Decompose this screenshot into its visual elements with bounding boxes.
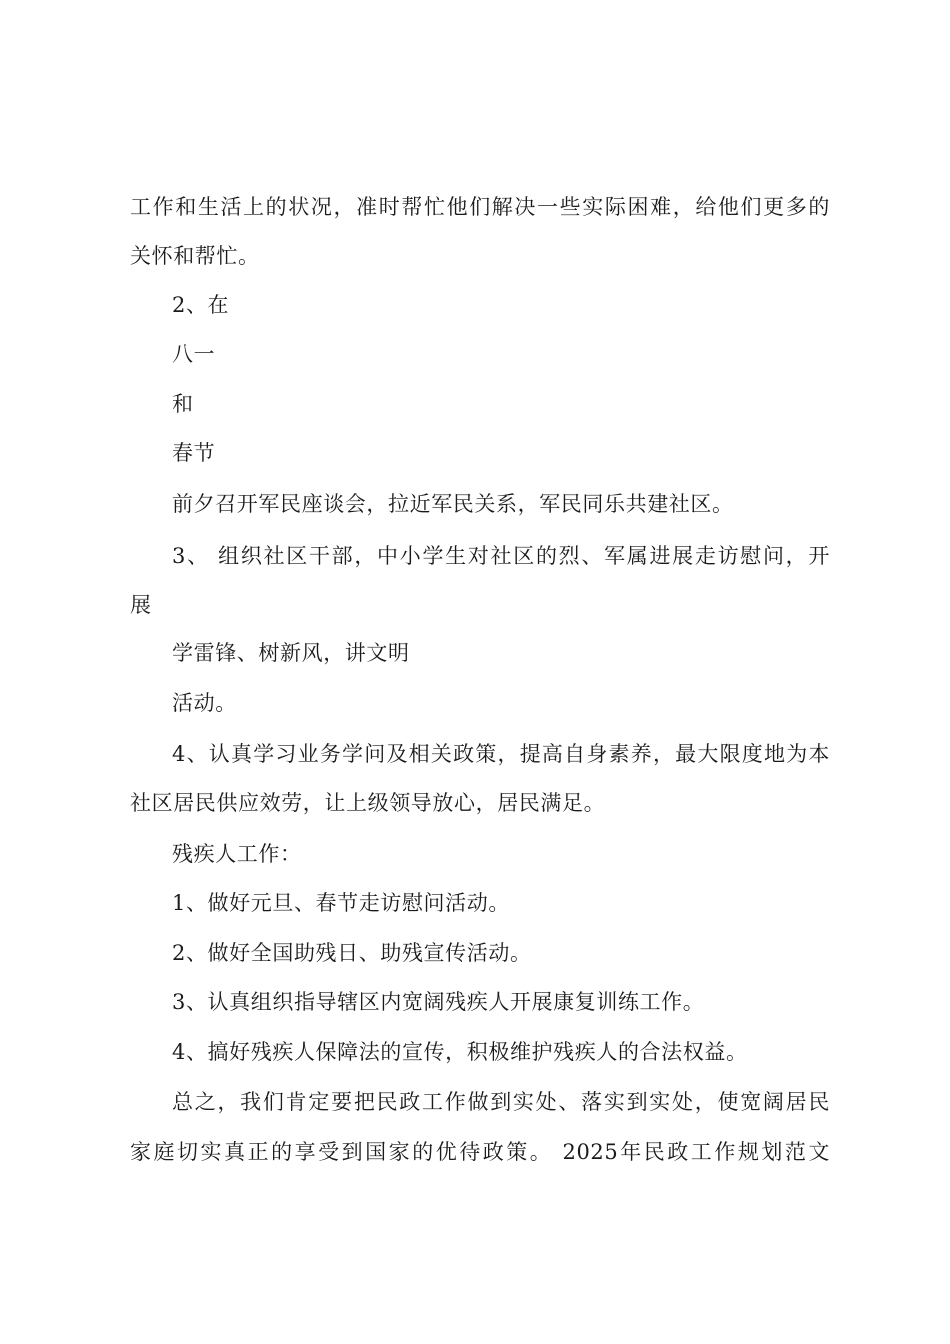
text-line-16: 2、做好全国助残日、助残宣传活动。 bbox=[172, 941, 532, 965]
text-line-1: 工作和生活上的状况，准时帮忙他们解决一些实际困难，给他们更多的 bbox=[130, 195, 830, 219]
text-line-19: 总之，我们肯定要把民政工作做到实处、落实到实处，使宽阔居民 bbox=[172, 1090, 830, 1114]
text-line-8: 3、 组织社区干部，中小学生对社区的烈、军属进展走访慰问，开 bbox=[172, 544, 830, 568]
text-line-9: 展 bbox=[130, 593, 152, 617]
text-line-18: 4、搞好残疾人保障法的宣传，积极维护残疾人的合法权益。 bbox=[172, 1040, 748, 1064]
text-line-12: 4、认真学习业务学问及相关政策，提高自身素养，最大限度地为本 bbox=[172, 742, 830, 766]
text-line-13: 社区居民供应效劳，让上级领导放心，居民满足。 bbox=[130, 791, 606, 815]
text-line-6: 春节 bbox=[172, 441, 216, 465]
text-line-7: 前夕召开军民座谈会，拉近军民关系，军民同乐共建社区。 bbox=[172, 492, 734, 516]
text-line-11: 活动。 bbox=[172, 691, 237, 715]
text-line-4: 八一 bbox=[172, 342, 216, 366]
text-line-15: 1、做好元旦、春节走访慰问活动。 bbox=[172, 891, 510, 915]
text-line-17: 3、认真组织指导辖区内宽阔残疾人开展康复训练工作。 bbox=[172, 990, 705, 1014]
text-line-10: 学雷锋、树新风，讲文明 bbox=[172, 641, 410, 665]
text-line-2: 关怀和帮忙。 bbox=[130, 244, 260, 268]
text-line-5: 和 bbox=[172, 392, 194, 416]
text-line-3: 2、在 bbox=[172, 293, 230, 317]
text-line-20: 家庭切实真正的享受到国家的优待政策。 2025年民政工作规划范文 bbox=[130, 1140, 830, 1164]
text-line-14: 残疾人工作： bbox=[172, 842, 302, 866]
